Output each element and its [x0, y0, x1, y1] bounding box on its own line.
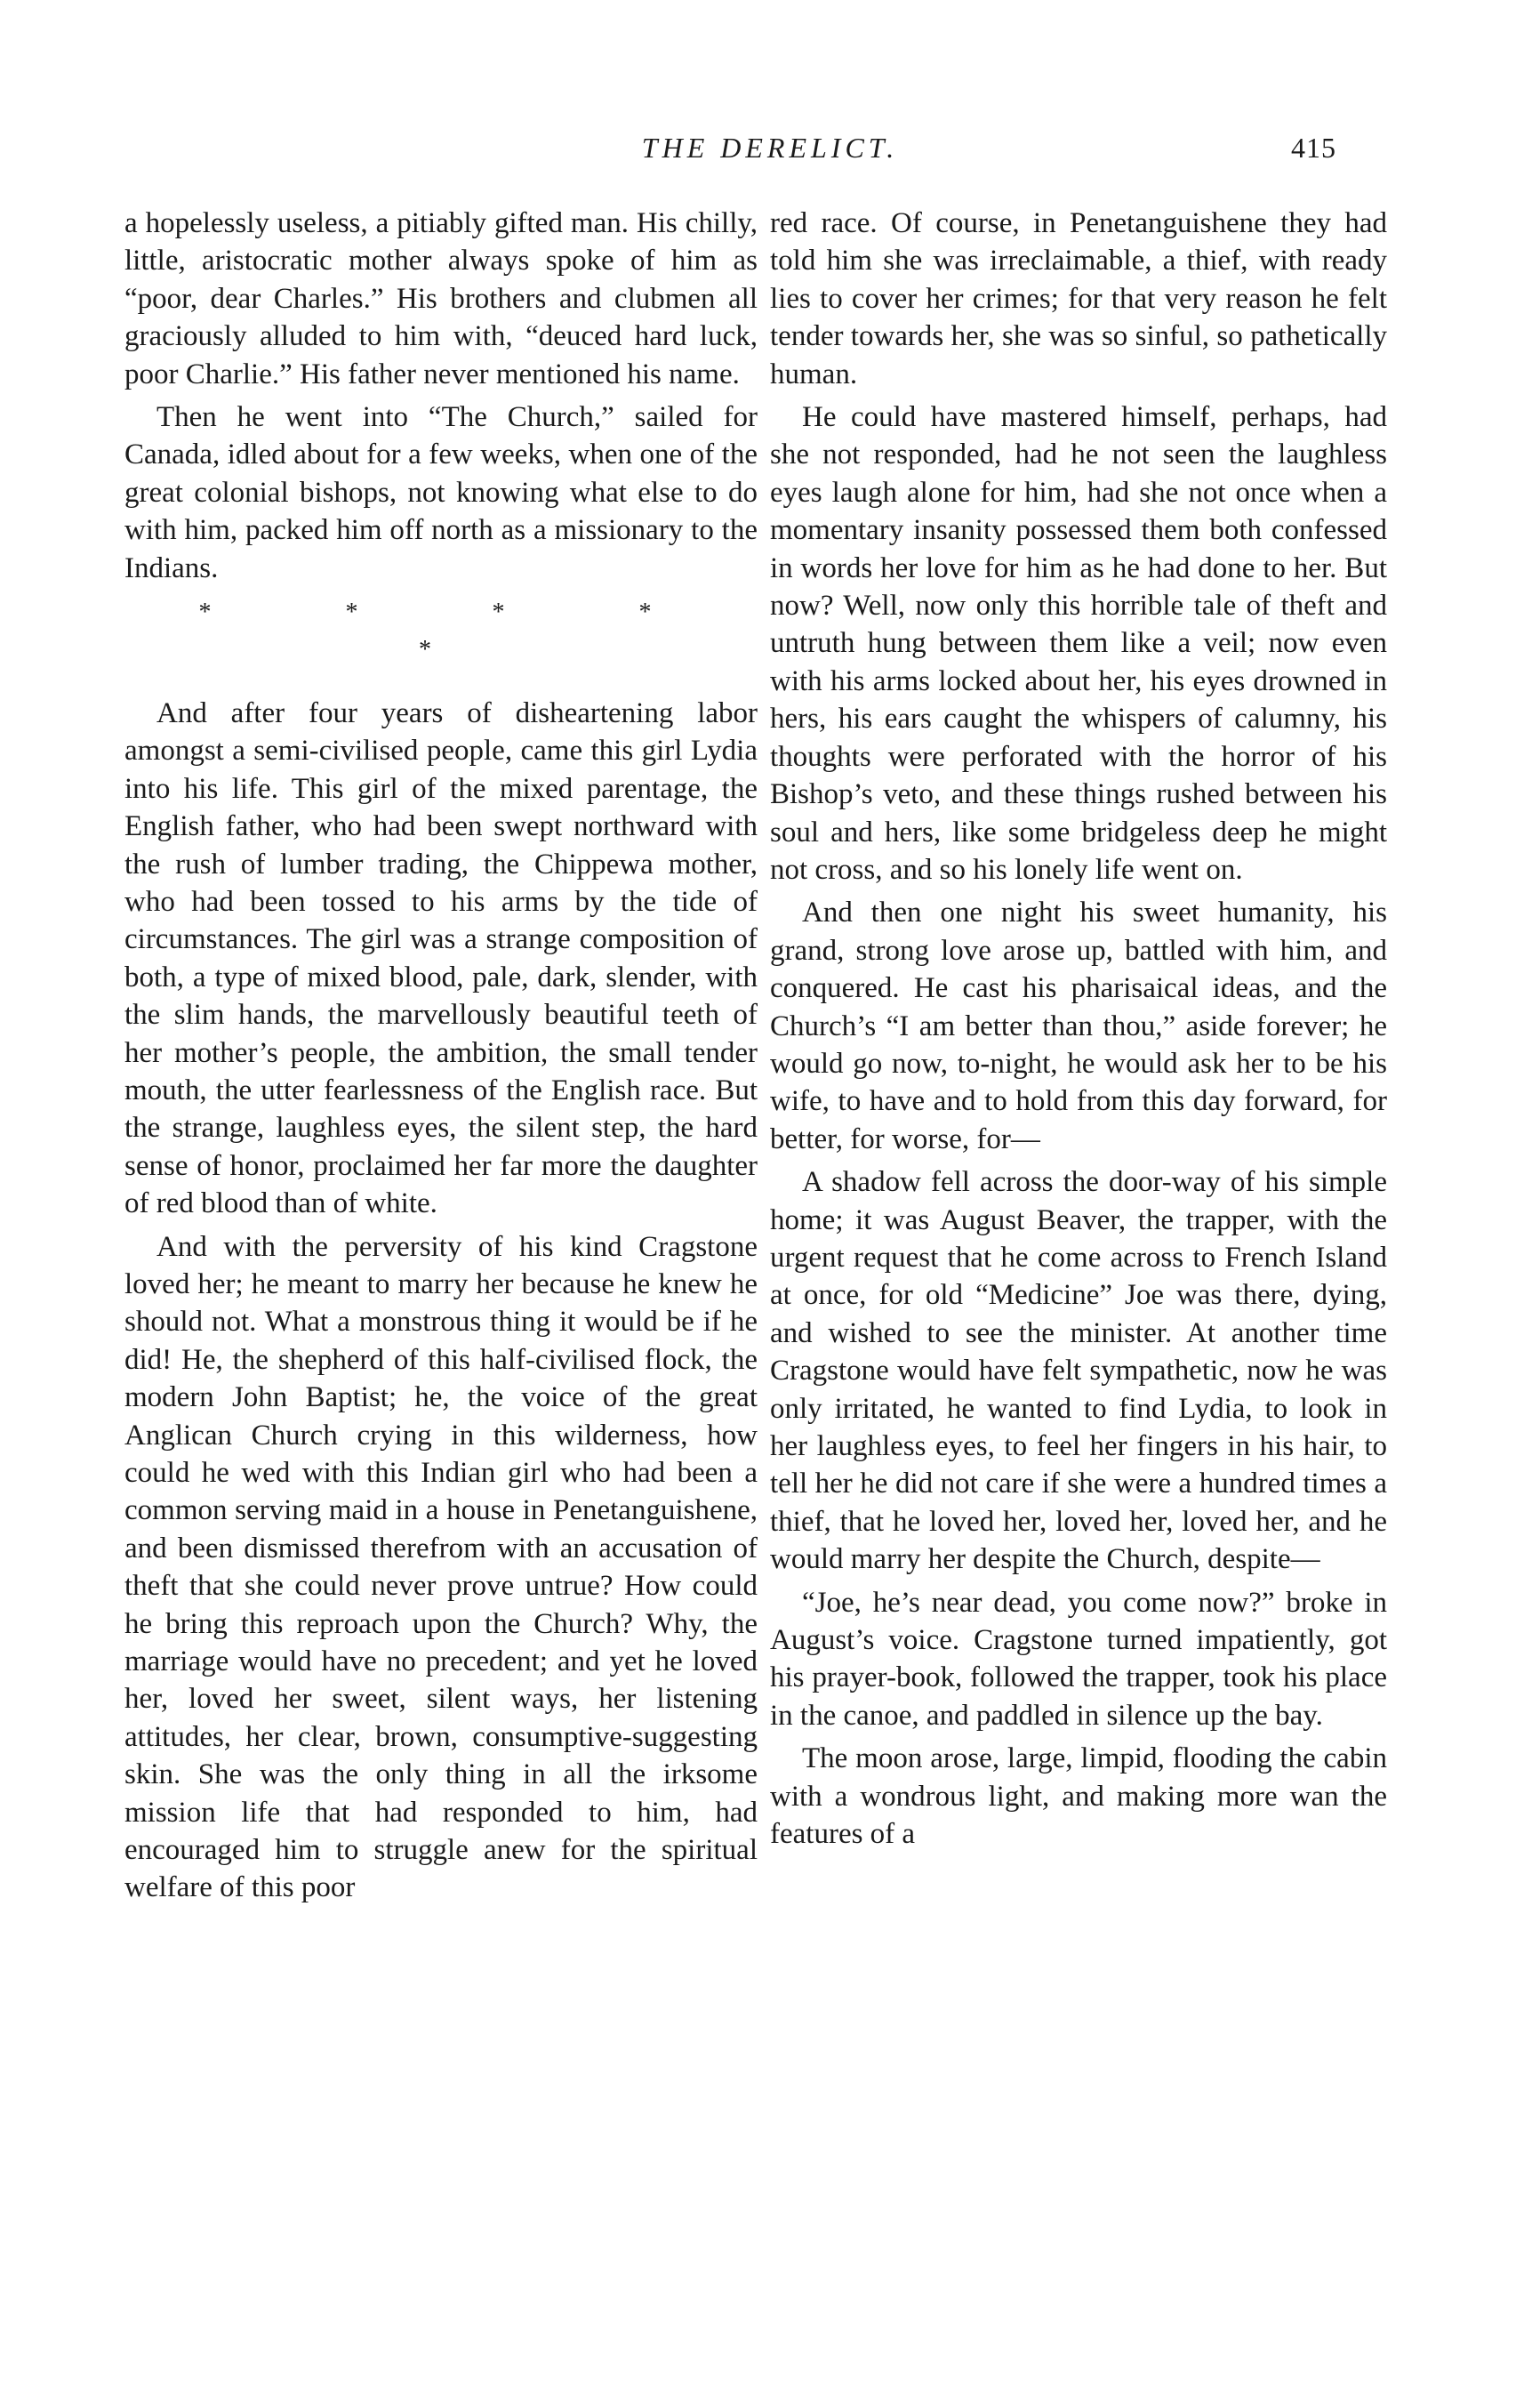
page-number: 415 — [1291, 132, 1336, 164]
paragraph: He could have mastered himself, perhaps, had she not responded, had he not seen the laughless eyes laugh alone for him, had she not once when a momentary insanity possessed them both confessed in words her love for him as he had done to her. But now? Well, now only this horrible tale of theft and untruth hung between them like a veil; now even with his arms locked about her, his eyes drowned in hers, his ears caught the whispers of calumny, his thoughts were perforated with the horror of his Bishop’s veto, and these things rushed between his soul and hers, like some bridgeless deep he might not cross, and so his lonely life went on. — [770, 401, 1387, 886]
paragraph: The moon arose, large, limpid, flooding the cabin with a wondrous light, and making more wan the features of a — [770, 1742, 1387, 1851]
left-column — [124, 205, 758, 1912]
paragraph: “Joe, he’s near dead, you come now?” broke in August’s voice. Cragstone turned impatiently, got his prayer-book, followed the trapper, took his place in the canoe, and paddled in silence up the bay. — [770, 1586, 1387, 1732]
paragraph: And after four years of disheartening labor amongst a semi-civilised people, came this girl Lydia into his life. This girl of the mixed parentage, the English father, who had been swept northward with the rush of lumber trading, the Chippewa mother, who had been tossed to his arms by the tide of circumstances. The girl was a strange composition of both, a type of mixed blood, pale, dark, slender, with the slim hands, the marvellously beautiful teeth of her mother’s people, the ambition, the small tender mouth, the utter fearlessness of the English race. But the strange, laughless eyes, the silent step, the hard sense of honor, proclaimed her far more the daughter of red blood than of white. — [124, 696, 758, 1220]
page-title: THE DERELICT. — [641, 132, 899, 164]
paragraph: a hopelessly useless, a pitiably gifted man. His chilly, little, aristocratic mother always spoke of him as “poor, dear Charles.” His brothers and clubmen all graciously alluded to him with, “deuced hard luck, poor Charlie.” His father never mentioned his name. — [124, 207, 758, 390]
paragraph: And then one night his sweet humanity, his grand, strong love arose up, battled with him, and conquered. He cast his pharisaical ideas, and the Church’s “I am better than thou,” aside forever; he would go now, to-night, he would ask her to be his wife, to have and to hold from this day forward, for better, for worse, for— — [770, 897, 1387, 1155]
running-head — [0, 132, 1540, 176]
paragraph: And with the perversity of his kind Cragstone loved her; he meant to marry her because he knew he should not. What a monstrous thing it would be if he did! He, the shepherd of this half-civilised flock, the modern John Baptist; he, the voice of the great Anglican Church crying in this wilderness, how could he wed with this Indian girl who had been a common serving maid in a house in Penetanguishene, and been dismissed therefrom with an accusation of theft that she could never prove untrue? How could he bring this reproach upon the Church? Why, the marriage would have no precedent; and yet he loved her, loved her sweet, silent ways, her listening attitudes, her clear, brown, consumptive-suggesting skin. She was the only thing in all the irksome mission life that had responded to him, had encouraged him to struggle anew for the spiritual welfare of this poor — [124, 1230, 758, 1904]
paragraph: Then he went into “The Church,” sailed for Canada, idled about for a few weeks, when one of the great colonial bishops, not knowing what else to do with him, packed him off north as a missionary to the Indians. — [124, 401, 758, 584]
paragraph: A shadow fell across the door-way of his simple home; it was August Beaver, the trapper, with the urgent request that he come across to French Island at once, for old “Medicine” Joe was there, dying, and wished to see the minister. At another time Cragstone would have felt sympathetic, now he was only irritated, he wanted to find Lydia, to look in her laughless eyes, to feel her fingers in his hair, to tell her he did not care if she were a hundred times a thief, that he loved her, loved her, loved her, and he would marry her despite the Church, despite— — [770, 1166, 1387, 1576]
paragraph: red race. Of course, in Penetanguishene they had told him she was irreclaimable, a thief, with ready lies to cover her crimes; for that very reason he felt tender towards her, she was so sinful, so pathetically human. — [770, 207, 1387, 390]
section-break-ornament: * * * * * — [198, 599, 716, 664]
right-column — [770, 205, 1387, 1858]
